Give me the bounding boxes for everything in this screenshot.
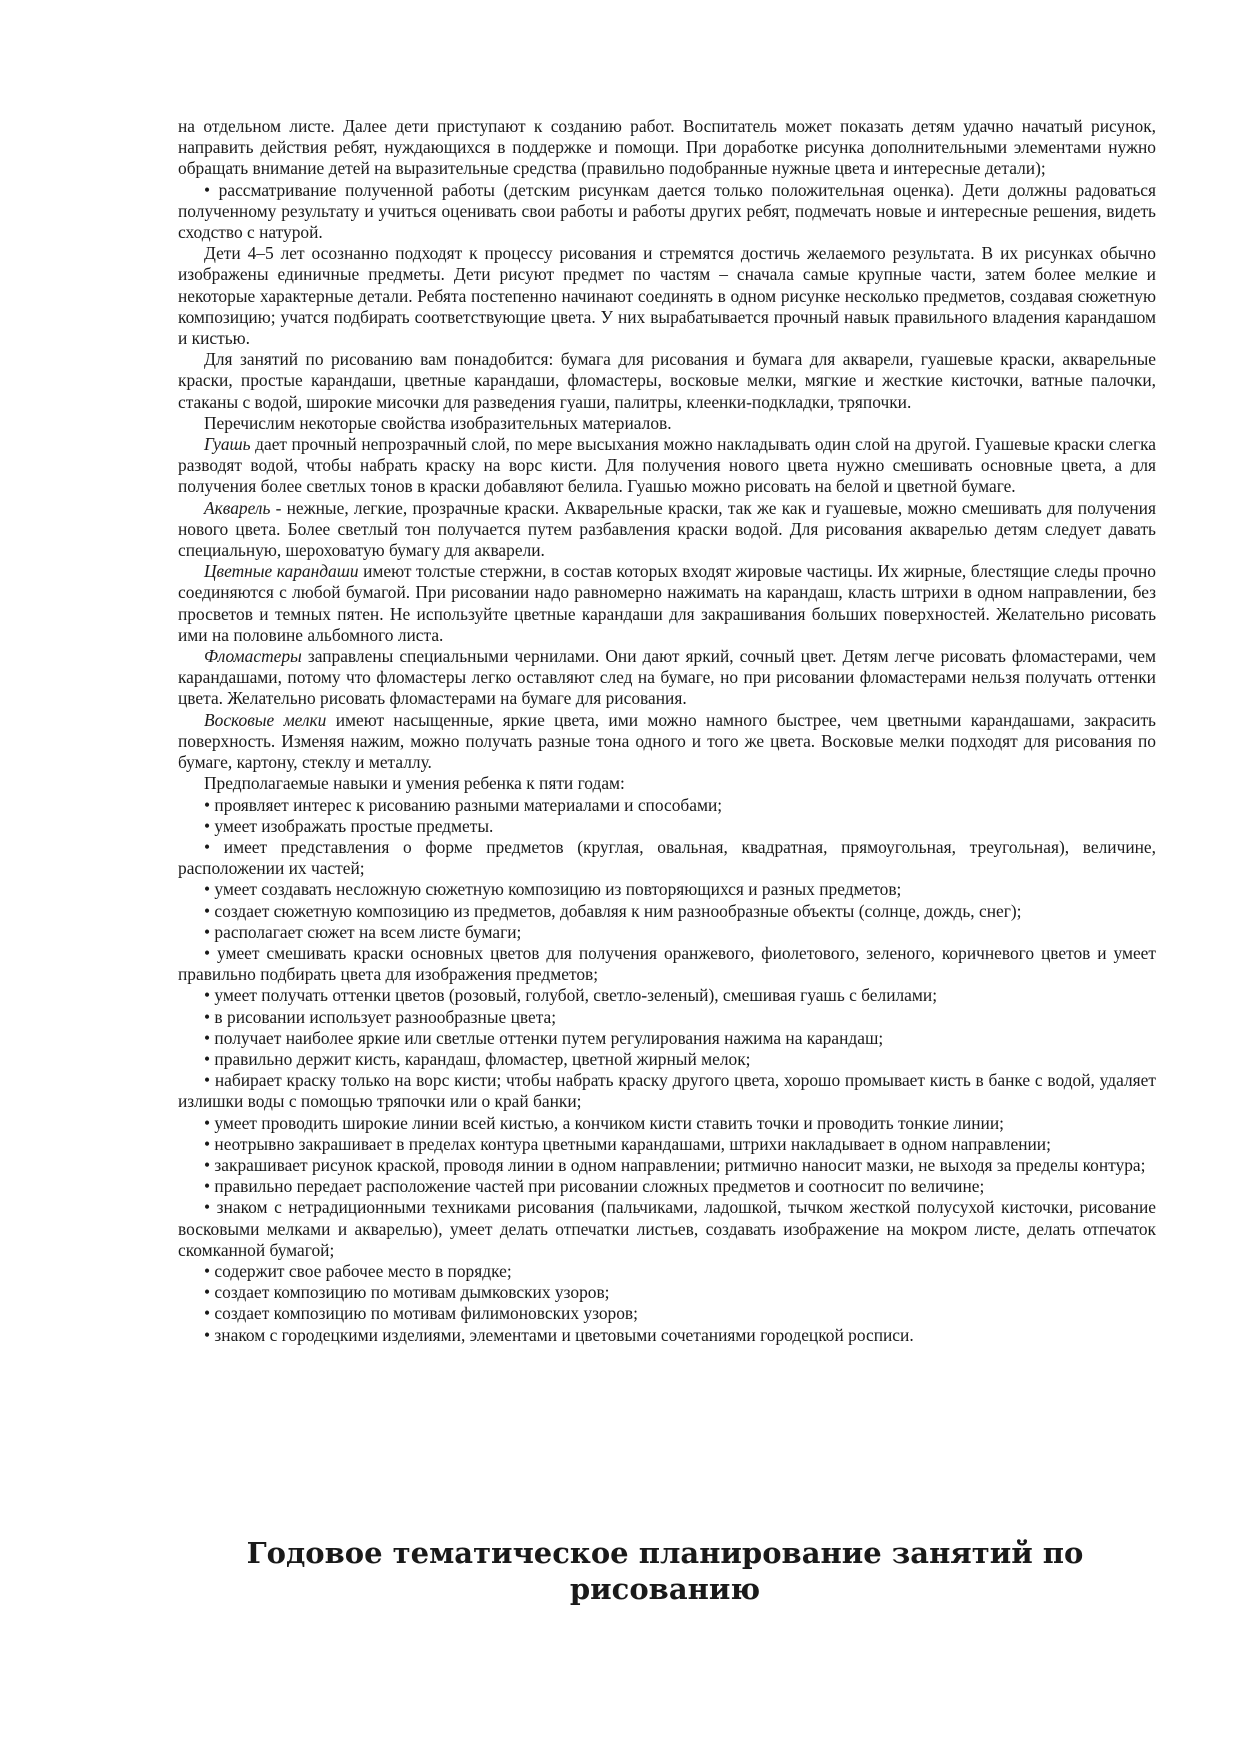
list-item bbox=[178, 1176, 1156, 1197]
list-item bbox=[178, 1197, 1156, 1261]
list-item bbox=[178, 901, 1156, 922]
paragraph-text: • неотрывно закрашивает в пределах контура цветными карандашами, штрихи накладывает в одном направлении; bbox=[204, 1133, 1051, 1154]
section-heading: Годовое тематическое планирование занятий по рисованию bbox=[246, 1536, 1084, 1606]
list-item bbox=[178, 795, 1156, 816]
paragraph-text: • набирает краску только на ворс кисти; чтобы набрать краску другого цвета, хорошо промывает кисть в банке с водой, удаляет излишки воды с помощью тряпочки или о край банки; bbox=[178, 1070, 1156, 1112]
paragraph bbox=[178, 646, 1156, 710]
paragraph-text: дает прочный непрозрачный слой, по мере высыхания можно накладывать один слой на другой. Гуашевые краски слегка разводят водой, чтобы набрать краску на ворс кисти. Для получения нового цвета нужно смешивать основные цвета, а для получения более светлых тонов в краски добавляют белила. Гуашью можно рисовать на белой и цветной бумаге. bbox=[178, 434, 1156, 497]
list-item bbox=[178, 1007, 1156, 1028]
paragraph-text: • располагает сюжет на всем листе бумаги; bbox=[204, 921, 522, 942]
paragraph bbox=[178, 243, 1156, 349]
paragraph-text: • содержит свое рабочее место в порядке; bbox=[204, 1260, 512, 1281]
paragraph-text: • умеет смешивать краски основных цветов для получения оранжевого, фиолетового, зеленого, коричневого цветов и умеет правильно подбирать цвета для изображения предметов; bbox=[178, 942, 1156, 985]
paragraph-text: • создает сюжетную композицию из предметов, добавляя к ним разнообразные объекты (солнце, дождь, снег); bbox=[204, 900, 1022, 921]
list-item bbox=[178, 1134, 1156, 1155]
paragraph-text: Дети 4–5 лет осознанно подходят к процессу рисования и стремятся достичь желаемого результата. В их рисунках обычно изображены единичные предметы. Дети рисуют предмет по частям – сначала самые крупные части, затем более мелкие и некоторые характерные детали. Ребята постепенно начинают соединять в одном рисунке несколько предметов, создавая сюжетную композицию; учатся подбирать соответствующие цвета. У них вырабатывается прочный навык правильного владения карандашом и кистью. bbox=[178, 243, 1156, 349]
term: Фломастеры bbox=[204, 646, 302, 667]
paragraph bbox=[178, 349, 1156, 413]
list-item bbox=[178, 1028, 1156, 1049]
paragraph-text: имеют толстые стержни, в состав которых входят жировые частицы. Их жирные, блестящие следы прочно соединяются с любой бумагой. При рисовании надо равномерно нажимать на карандаш, класть штрихи в одном направлении, без просветов и темных пятен. Не используйте цветные карандаши для закрашивания больших поверхностей. Желательно рисовать ими на половине альбомного листа. bbox=[178, 561, 1157, 645]
list-item bbox=[178, 1261, 1156, 1282]
paragraph-text: • знаком с нетрадиционными техниками рисования (пальчиками, ладошкой, тычком жесткой полусухой кисточки, рисование восковыми мелками и акварелью), умеет делать отпечатки листьев, создавать изображение на мокром листе, делать отпечаток скомканной бумагой; bbox=[178, 1197, 1156, 1260]
paragraph-text: • проявляет интерес к рисованию разными материалами и способами; bbox=[204, 794, 723, 815]
term: Восковые мелки bbox=[204, 709, 327, 730]
paragraph-text: - нежные, легкие, прозрачные краски. Акварельные краски, так же как и гуашевые, можно смешивать для получения нового цвета. Более светлый тон получается путем разбавления краски водой. Для рисования акварелью детям следует давать специальную, шероховатую бумагу для акварели. bbox=[178, 497, 1156, 561]
list-item bbox=[178, 1303, 1156, 1324]
paragraph bbox=[178, 710, 1156, 774]
paragraph-text: • правильно держит кисть, карандаш, фломастер, цветной жирный мелок; bbox=[204, 1048, 751, 1069]
paragraph-text: • создает композицию по мотивам дымковских узоров; bbox=[204, 1282, 610, 1303]
list-item bbox=[178, 922, 1156, 943]
paragraph bbox=[178, 413, 1156, 434]
paragraph bbox=[178, 434, 1156, 498]
paragraph-text: • имеет представления о форме предметов (круглая, овальная, квадратная, прямоугольная, треугольная), величине, расположении их частей; bbox=[178, 836, 1156, 879]
list-item bbox=[178, 1070, 1156, 1112]
term: Гуашь bbox=[204, 434, 251, 455]
list-item bbox=[178, 943, 1156, 985]
paragraph-text: Перечислим некоторые свойства изобразительных материалов. bbox=[204, 412, 672, 433]
paragraph-text: • правильно передает расположение частей при рисовании сложных предметов и соотносит по величине; bbox=[204, 1176, 985, 1197]
paragraph bbox=[178, 498, 1156, 562]
paragraph bbox=[178, 561, 1156, 646]
term: Акварель bbox=[204, 497, 271, 518]
paragraph-text: • умеет проводить широкие линии всей кистью, а кончиком кисти ставить точки и проводить тонкие линии; bbox=[204, 1112, 1004, 1133]
paragraph-text: • закрашивает рисунок краской, проводя линии в одном направлении; ритмично наносит мазки, не выходя за пределы контура; bbox=[204, 1154, 1146, 1175]
list-item bbox=[178, 1113, 1156, 1134]
paragraph-text: • умеет создавать несложную сюжетную композицию из повторяющихся и разных предметов; bbox=[204, 879, 902, 900]
list-item bbox=[178, 1155, 1156, 1176]
paragraph-text: • в рисовании использует разнообразные цвета; bbox=[204, 1006, 557, 1027]
paragraph-text: • умеет изображать простые предметы. bbox=[204, 815, 494, 836]
term: Цветные карандаши bbox=[204, 561, 359, 582]
paragraph-text: • создает композицию по мотивам филимоновских узоров; bbox=[204, 1303, 638, 1324]
paragraph-text: на отдельном листе. Далее дети приступают к созданию работ. Воспитатель может показать детям удачно начатый рисунок, направить действия ребят, нуждающихся в поддержке и помощи. При доработке рисунка дополнительными элементами нужно обращать внимание детей на выразительные средства (правильно подобранные нужные цвета и интересные детали); bbox=[178, 116, 1156, 179]
list-item bbox=[178, 837, 1156, 879]
paragraph-text: Предполагаемые навыки и умения ребенка к пяти годам: bbox=[204, 773, 625, 794]
list-item bbox=[178, 180, 1156, 244]
list-item bbox=[178, 1325, 1156, 1346]
paragraph-text: • получает наиболее яркие или светлые оттенки путем регулирования нажима на карандаш; bbox=[204, 1027, 884, 1048]
list-item bbox=[178, 879, 1156, 900]
document-body bbox=[178, 116, 1156, 1346]
paragraph-text: • умеет получать оттенки цветов (розовый, голубой, светло-зеленый), смешивая гуашь с белилами; bbox=[204, 985, 938, 1006]
paragraph-text: Для занятий по рисованию вам понадобится: бумага для рисования и бумага для акварели, гуашевые краски, акварельные краски, простые карандаши, цветные карандаши, фломастеры, восковые мелки, мягкие и жесткие кисточки, ватные палочки, стаканы с водой, широкие мисочки для разведения гуаши, палитры, клеенки-подкладки, тряпочки. bbox=[178, 349, 1156, 412]
list-item bbox=[178, 816, 1156, 837]
paragraph-text: • знаком с городецкими изделиями, элементами и цветовыми сочетаниями городецкой росписи. bbox=[204, 1324, 914, 1345]
paragraph-text: заправлены специальными чернилами. Они дают яркий, сочный цвет. Детям легче рисовать фломастерами, чем карандашами, потому что фломастеры легко оставляют след на бумаге, но при рисовании фломастерами нельзя получать оттенки цвета. Желательно рисовать фломастерами на бумаге для рисования. bbox=[178, 646, 1156, 709]
paragraph-text: • рассматривание полученной работы (детским рисункам дается только положительная оценка). Дети должны радоваться полученному результату и учиться оценивать свои работы и работы других ребят, подмечать новые и интересные решения, видеть сходство с натурой. bbox=[178, 179, 1156, 243]
list-item bbox=[178, 985, 1156, 1006]
paragraph bbox=[178, 773, 1156, 794]
paragraph bbox=[178, 116, 1156, 180]
list-item bbox=[178, 1049, 1156, 1070]
paragraph-text: имеют насыщенные, яркие цвета, ими можно намного быстрее, чем цветными карандашами, закрасить поверхность. Изменяя нажим, можно получать разные тона одного и того же цвета. Восковые мелки подходят для рисования по бумаге, картону, стеклу и металлу. bbox=[178, 709, 1156, 773]
list-item bbox=[178, 1282, 1156, 1303]
